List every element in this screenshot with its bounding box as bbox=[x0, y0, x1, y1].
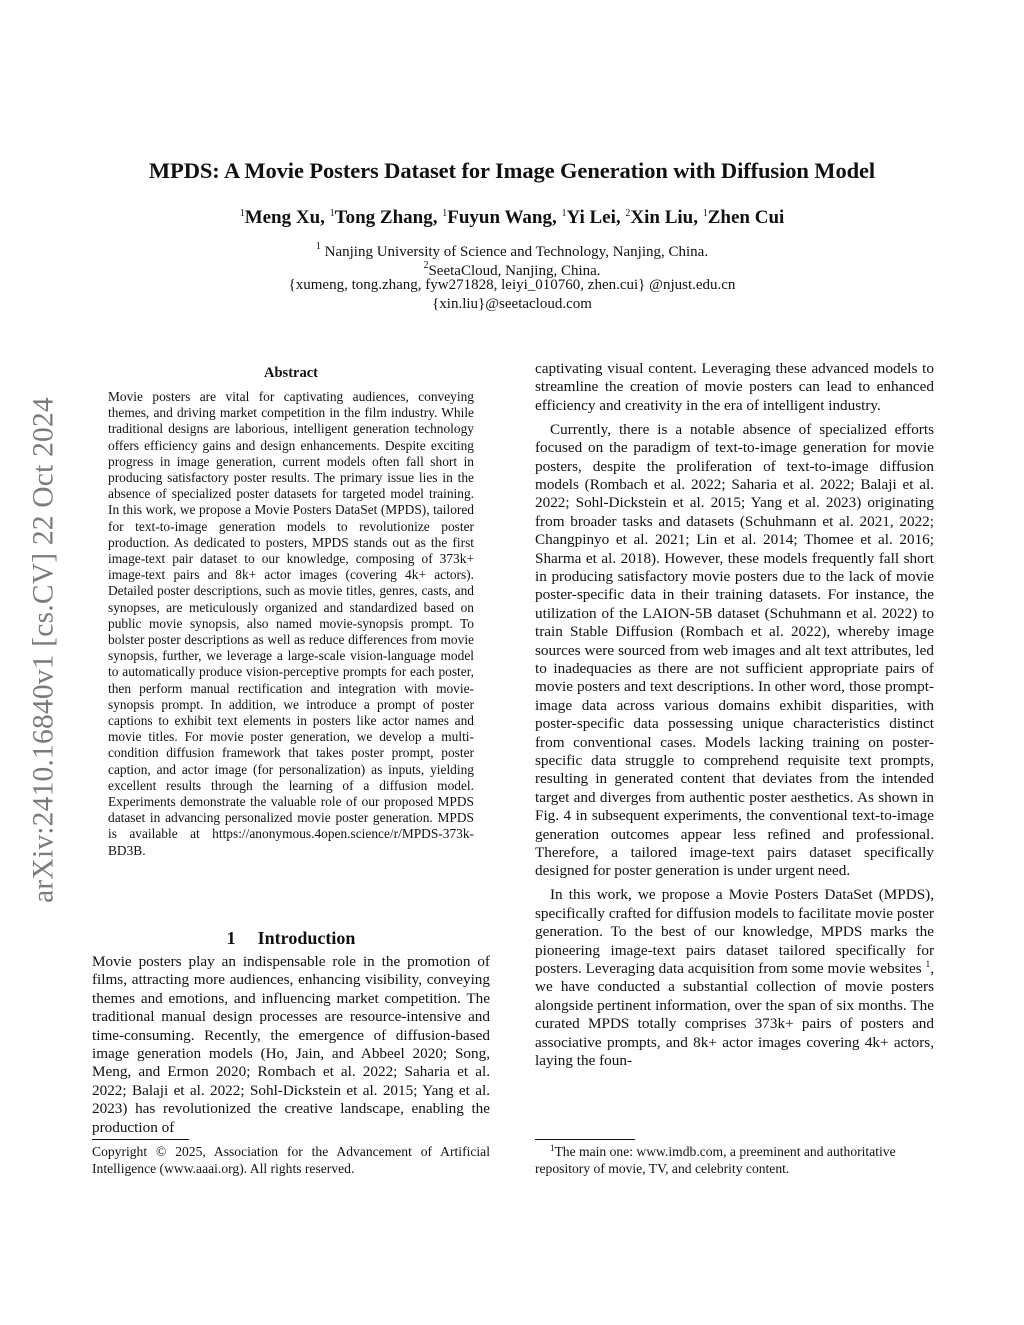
affiliation-1: $^1$ Nanjing University of Science and Technology, Nanjing, China. bbox=[315, 241, 709, 260]
author-list bbox=[0, 207, 1024, 229]
affiliation-2: $^2$SeetaCloud, Nanjing, China. bbox=[423, 260, 601, 279]
copyright-rule bbox=[92, 1139, 189, 1140]
author: $^1$Tong Zhang, bbox=[329, 207, 443, 228]
paper-title: MPDS: A Movie Posters Dataset for Image Generation with Diffusion Model bbox=[148, 158, 876, 183]
author: $^1$Fuyun Wang, bbox=[442, 207, 562, 228]
author: $^2$Xin Liu, bbox=[625, 207, 703, 228]
right-column bbox=[535, 360, 934, 1076]
intro-paragraph-left: Movie posters play an indispensable role in the promotion of films, attracting more audiences, enhancing visibility, conveying themes and emotions, and influencing market competition. The traditional manual design processes are resource-intensive and time-consuming. Recently, the emergence of diffusion-based image generation models (Ho, Jain, and Abbeel 2020; Song, Meng, and Ermon 2020; Rombach et al. 2022; Saharia et al. 2022; Balaji et al. 2022; Sohl-Dickstein et al. 2015; Yang et al. 2023) has revolutionized the creative landscape, enabling the production of bbox=[92, 953, 490, 1136]
copyright-notice: Copyright © 2025, Association for the Advancement of Artificial Intelligence (www.aaai.org). All rights reserved. bbox=[92, 1144, 490, 1176]
footnote: $^1$The main one: www.imdb.com, a preeminent and authoritative repository of movie, TV, and celebrity content. bbox=[535, 1143, 896, 1176]
intro-paragraph: Currently, there is a notable absence of specialized efforts focused on the paradigm of text-to-image generation for movie posters, despite the proliferation of text-to-image diffusion models (Rombach et al. 2022; Saharia et al. 2022; Balaji et al. 2022; Sohl-Dickstein et al. 2015; Yang et al. 2023) originating from broader tasks and datasets (Schuhmann et al. 2021, 2022; Changpinyo et al. 2021; Lin et al. 2014; Thomee et al. 2016; Sharma et al. 2018). However, these models frequently fall short in producing satisfactory movie posters due to the lack of movie poster-specific data in their training datasets. For instance, the utilization of the LAION-5B dataset (Schuhmann et al. 2022) to train Stable Diffusion (Rombach et al. 2022), whereby image sources were sourced from web images and alt text attributes, led to inadequacies as there are not sufficient appropriate pairs of movie posters and text descriptions. In other word, those prompt-image data across various domains exhibit disparities, with poster-specific data possessing unique characteristics distinct from conventional cases. Models lacking training on poster-specific data struggle to comprehend requisite text prompts, resulting in generated content that deviates from the intended target and diverges from authentic poster aesthetics. As shown in Fig. 4 in subsequent experiments, the conventional text-to-image generation outcomes appear less refined and professional. Therefore, a tailored image-text pairs dataset specifically designed for poster generation is under urgent need. bbox=[535, 420, 934, 880]
footnote-rule bbox=[535, 1139, 635, 1140]
intro-paragraph: captivating visual content. Leveraging these advanced models to streamline the creation of movie posters can lead to enhanced efficiency and creativity in the era of intelligent industry. bbox=[535, 360, 934, 414]
author: $^1$Meng Xu, bbox=[239, 207, 330, 228]
author: $^1$Yi Lei, bbox=[561, 207, 626, 228]
email-line-1: {xumeng, tong.zhang, fyw271828, leiyi_010760, zhen.cui} @njust.edu.cn bbox=[288, 277, 736, 293]
abstract-text: Movie posters are vital for captivating audiences, conveying themes, and driving market competition in the film industry. While traditional designs are laborious, intelligent generation technology offers efficiency gains and design enhancements. Despite exciting progress in image generation, current models often fall short in producing satisfactory poster results. The primary issue lies in the absence of specialized poster datasets for targeted model training. In this work, we propose a Movie Posters DataSet (MPDS), tailored for text-to-image generation models to revolutionize poster production. As dedicated to posters, MPDS stands out as the first image-text pair dataset to our knowledge, composing of 373k+ image-text pairs and 8k+ actor images (covering 4k+ actors). Detailed poster descriptions, such as movie titles, genres, casts, and synopses, are meticulously organized and standardized based on public movie synopsis, also named movie-synopsis prompt. To bolster poster descriptions as well as reduce differences from movie synopsis, further, we leverage a large-scale vision-language model to automatically produce vision-perceptive prompts for each poster, then perform manual rectification and integration with movie-synopsis prompt. In addition, we introduce a prompt of poster captions to exhibit text elements in posters like actor names and movie titles. For movie poster generation, we develop a multi-condition diffusion framework that takes poster prompt, poster caption, and actor image (for personalization) as inputs, yielding excellent results through the learning of a diffusion model. Experiments demonstrate the valuable role of our proposed MPDS dataset in advancing personalized movie poster generation. MPDS is available at https://anonymous.4open.science/r/MPDS-373k-BD3B. bbox=[108, 389, 474, 858]
author: $^1$Zhen Cui bbox=[702, 207, 785, 228]
arxiv-stamp: arXiv:2410.16840v1 [cs.CV] 22 Oct 2024 bbox=[27, 397, 60, 903]
email-line-2: {xin.liu}@seetacloud.com bbox=[432, 296, 592, 312]
intro-paragraph: In this work, we propose a Movie Posters DataSet (MPDS), specifically crafted for diffusion models to facilitate movie poster generation. To the best of our knowledge, MPDS marks the pioneering image-text pairs dataset tailored specifically for posters. Leveraging data acquisition from some movie websites $^1$, we have conducted a substantial collection of movie posters alongside pertinent information, over the span of six months. The curated MPDS totally comprises 373k+ pairs of posters and associative prompts, and 8k+ actor images covering 4k+ actors, laying the foun- bbox=[535, 886, 934, 1070]
abstract-heading: Abstract bbox=[264, 365, 318, 381]
section-heading-introduction: 1 Introduction bbox=[226, 928, 356, 948]
footnote-ref: 1 bbox=[925, 960, 931, 970]
